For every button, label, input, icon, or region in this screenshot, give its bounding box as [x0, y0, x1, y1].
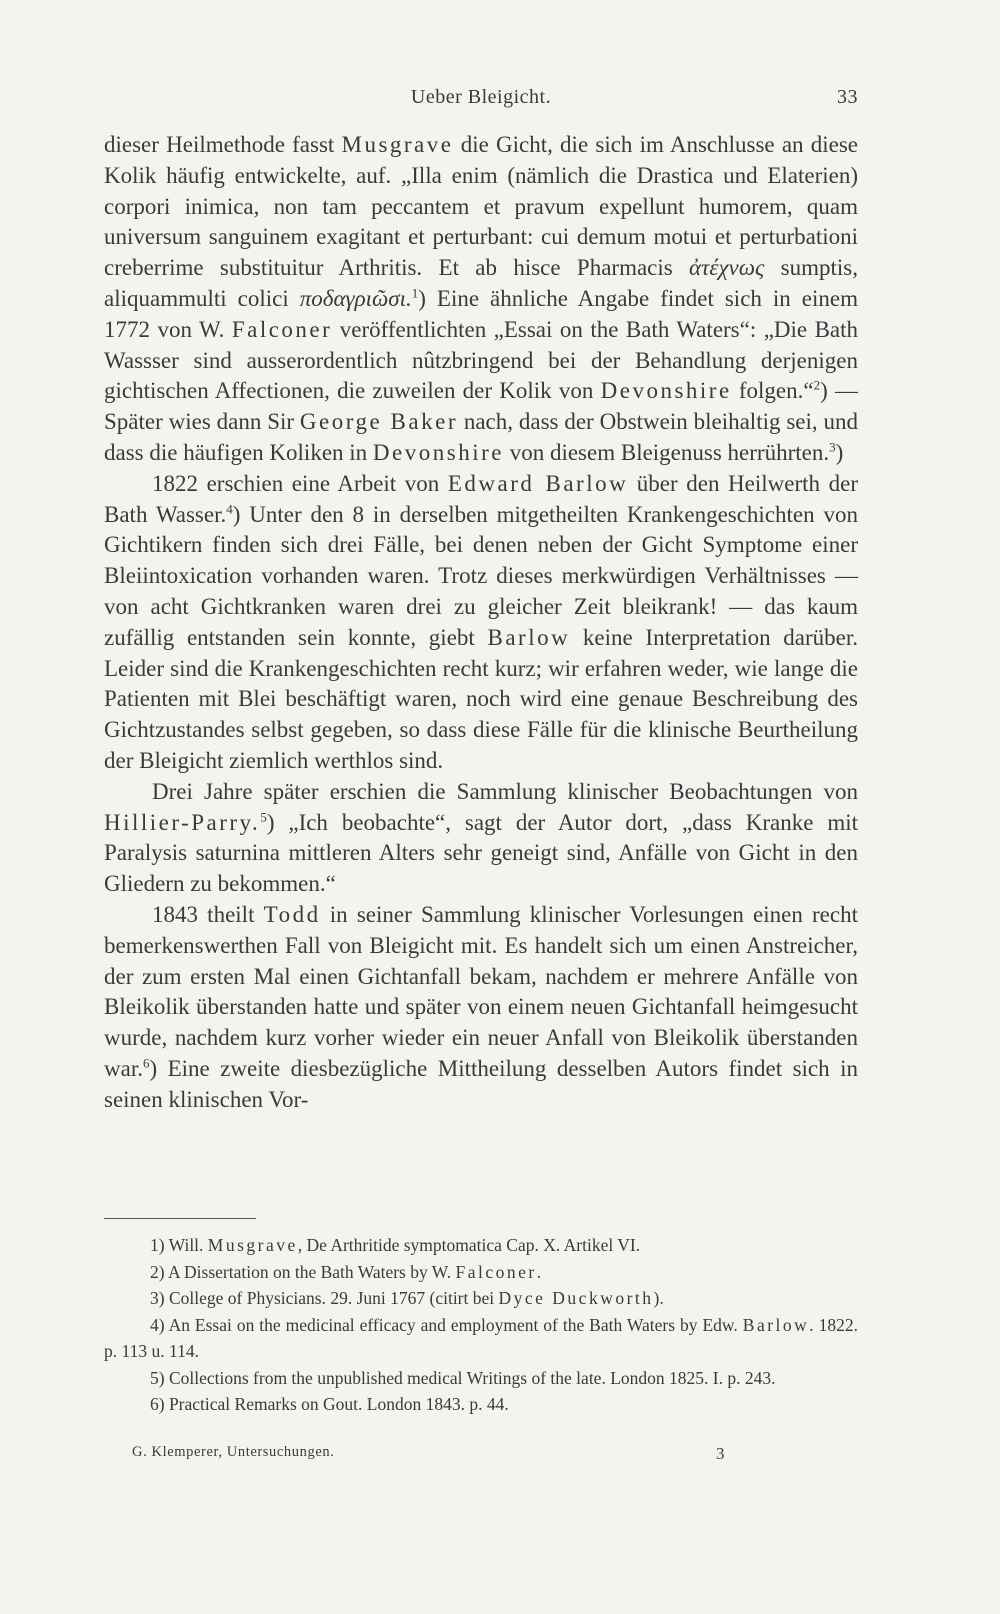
author-name: Musgrave — [341, 132, 454, 157]
author-name: Dyce Duckworth — [498, 1288, 654, 1308]
text-run: nach, dass der Obstwein bleihaltig sei, und dass die häufigen Koliken in — [104, 409, 858, 465]
place-name: Devonshire — [372, 439, 504, 465]
author-name: Musgrave — [207, 1235, 298, 1255]
text-run: veröffentlichten „Essai on the Bath Waters“: „Die Bath Wassser sind ausserordentlich nûtzbringend bei der Behandlung derjenigen gichtischen Affectionen, die zuweilen der Kolik von — [104, 316, 859, 404]
printer-signature: G. Klemperer, Untersuchungen. — [132, 1444, 335, 1460]
footnote-ref: 2 — [813, 377, 821, 393]
footnotes — [104, 1232, 858, 1418]
author-name: Barlow — [742, 1314, 810, 1335]
footnote-5 — [104, 1365, 858, 1392]
running-header — [104, 86, 858, 116]
page-footer — [104, 1444, 858, 1470]
place-name: Devonshire — [600, 378, 732, 404]
paragraph-4 — [104, 900, 858, 1116]
author-name: Hillier-Parry. — [104, 809, 261, 835]
footnote-ref: 6 — [142, 1055, 150, 1071]
text-run: über den Heilwerth der Bath Wasser. — [104, 470, 858, 527]
footnote-ref: 5 — [260, 808, 267, 824]
footnote-4 — [104, 1312, 858, 1365]
footnote-2 — [104, 1259, 858, 1286]
footnote-text: . — [536, 1261, 542, 1282]
footnote-text: 2) A Dissertation on the Bath Waters by W. — [150, 1261, 456, 1282]
running-title: Ueber Bleigicht. — [410, 86, 552, 108]
footnote-text: . 1822. p. 113 u. 114. — [104, 1314, 859, 1361]
footnote-text: 4) An Essai on the medicinal efficacy and employment of the Bath Waters by Edw. — [150, 1314, 743, 1335]
author-name: Falconer — [455, 1261, 537, 1282]
footnote-3 — [104, 1285, 858, 1312]
footnote-text: , De Arthritide symptomatica Cap. X. Artikel VI. — [297, 1235, 641, 1255]
author-name: Todd — [263, 901, 321, 927]
author-name: Edward Barlow — [447, 470, 629, 496]
text-run: ) — Später wies dann Sir — [104, 378, 858, 435]
footnote-6 — [104, 1391, 858, 1418]
footnote-text: 3) College of Physicians. 29. Juni 1767 (citirt bei — [150, 1288, 499, 1308]
greek-word: ἀτέχνως — [689, 255, 765, 281]
text-run: ) Unter den 8 in derselben mitgetheilten Krankengeschichten von Gichtikern finden sich drei Fälle, bei denen neben der Gicht Symptome einer Bleiintoxication vorhanden waren. Trotz dieses merkwürdigen Verhältnisses — von acht Gichtkranken waren drei zu gleicher Zeit bleikrank! — das kaum zufällig entstanden sein konnte, giebt — [104, 501, 858, 650]
author-name: George Baker — [299, 409, 458, 435]
sheet-number: 3 — [716, 1444, 726, 1463]
text-run: 1822 erschien eine Arbeit von — [152, 470, 448, 496]
footnote-divider — [104, 1218, 256, 1219]
text-run: ) — [835, 439, 844, 465]
text-run: von diesem Bleigenuss herrührten. — [503, 439, 830, 465]
footnote-ref: 1 — [411, 285, 419, 301]
text-run: 1843 theilt — [152, 901, 264, 927]
page-number: 33 — [837, 86, 858, 108]
text-run: folgen.“ — [731, 378, 814, 404]
author-name: Barlow — [487, 624, 571, 650]
footnote-text: 1) Will. — [150, 1235, 208, 1255]
text-run: sumptis, aliquammulti colici — [104, 255, 858, 311]
text-run: dieser Heilmethode fasst — [104, 132, 342, 157]
main-text — [104, 130, 858, 1116]
text-run: Drei Jahre später erschien die Sammlung klinischer Beobachtungen von — [152, 778, 858, 804]
author-name: Falconer — [231, 316, 333, 342]
footnote-text: 5) Collections from the unpublished medical Writings of the late. London 1825. I. p. 243. — [150, 1367, 776, 1388]
footnote-ref: 3 — [829, 439, 836, 455]
text-run: ) Eine zweite diesbezügliche Mittheilung desselben Autors findet sich in seinen klinischen Vor- — [104, 1055, 858, 1112]
text-run: in seiner Sammlung klinischer Vorlesungen einen recht bemerkenswerthen Fall von Bleigicht mit. Es handelt sich um einen Anstreicher, der zum ersten Mal einen Gichtanfall bekam, nachdem er mehrere Anfälle von Bleikolik überstanden hatte und später von einem neuen Gichtanfall heimgesucht wurde, nachdem kurz vorher wieder ein neuer Anfall von Bleikolik überstanden war. — [104, 901, 858, 1081]
text-run: ) Eine ähnliche Angabe findet sich in einem 1772 von W. — [104, 285, 858, 342]
paragraph-1 — [104, 130, 858, 469]
text-run: die Gicht, die sich im Anschlusse an diese Kolik häufig entwickelte, auf. „Illa enim (nämlich die Drastica und Elaterien) corpori inimica, non tam peccantem et pravum expellunt humorem, quam universum sanguinem exagitant et perturbant: cui demum motui et perturbationi creberrime substituitur Arthritis. Et ab hisce Pharmacis — [104, 132, 858, 281]
text-run: ) „Ich beobachte“, sagt der Autor dort, „dass Kranke mit Paralysis saturnina mittleren Alters sehr geneigt sind, Anfälle von Gicht in den Gliedern zu bekommen.“ — [104, 809, 858, 897]
footnote-text: 6) Practical Remarks on Gout. London 1843. p. 44. — [150, 1394, 509, 1414]
greek-word: ποδαγριῶσι. — [299, 285, 412, 311]
footnote-1 — [104, 1232, 858, 1259]
text-run: keine Interpretation darüber. Leider sind die Krankengeschichten recht kurz; wir erfahren weder, wie lange die Patienten mit Blei beschäftigt waren, noch wird eine genaue Beschreibung des Gichtzustandes selbst gegeben, so dass diese Fälle für die klinische Beurtheilung der Bleigicht ziemlich werthlos sind. — [104, 624, 859, 773]
paragraph-2 — [104, 469, 858, 777]
paragraph-3 — [104, 777, 858, 900]
footnote-ref: 4 — [226, 500, 233, 516]
footnote-text: ). — [653, 1288, 664, 1308]
